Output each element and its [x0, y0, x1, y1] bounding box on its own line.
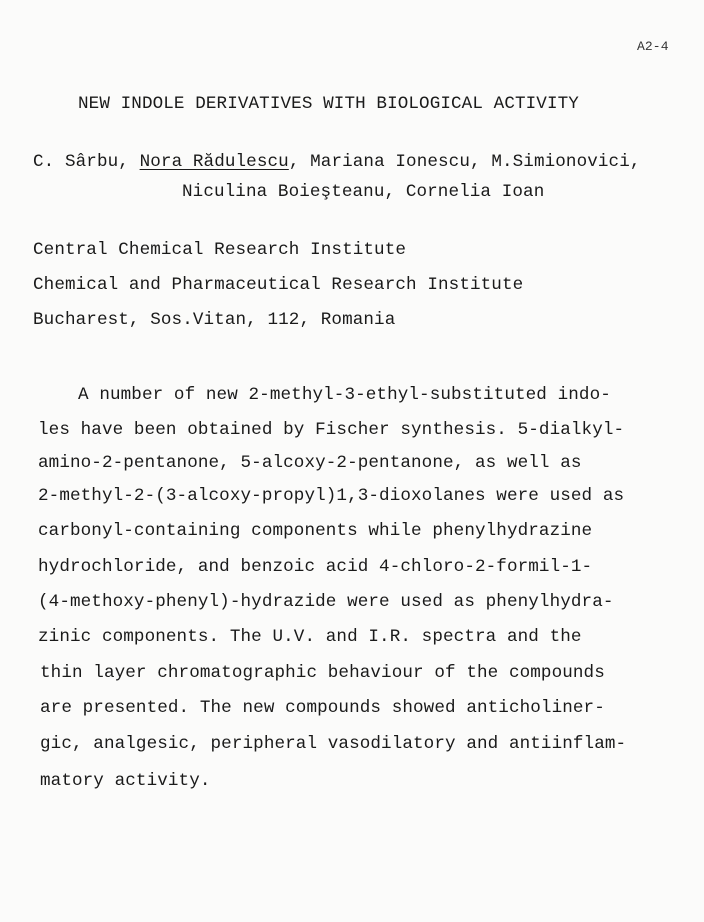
- abstract-line: matory activity.: [40, 771, 211, 791]
- document-title: NEW INDOLE DERIVATIVES WITH BIOLOGICAL ACTIVITY: [78, 94, 579, 114]
- authors-line-1: [33, 151, 641, 173]
- author-text: , Mariana Ionescu, M.Simionovici,: [288, 152, 641, 172]
- page-identifier: A2-4: [637, 39, 669, 54]
- authors-line-2: Niculina Boieşteanu, Cornelia Ioan: [182, 182, 545, 202]
- abstract-line: are presented. The new compounds showed anticholiner-: [40, 698, 605, 718]
- abstract-line: 2-methyl-2-(3-alcoxy-propyl)1,3-dioxolanes were used as: [38, 486, 625, 506]
- abstract-line: zinic components. The U.V. and I.R. spectra and the: [38, 627, 582, 647]
- abstract-line: amino-2-pentanone, 5-alcoxy-2-pentanone, as well as: [38, 453, 582, 473]
- abstract-line: gic, analgesic, peripheral vasodilatory and antiinflam-: [40, 734, 627, 754]
- presenting-author: Nora Rădulescu: [139, 152, 289, 172]
- abstract-line: les have been obtained by Fischer synthesis. 5-dialkyl-: [38, 420, 625, 440]
- abstract-line: A number of new 2-methyl-3-ethyl-substituted indo-: [78, 385, 611, 405]
- abstract-line: carbonyl-containing components while phenylhydrazine: [38, 521, 593, 541]
- abstract-line: thin layer chromatographic behaviour of the compounds: [40, 663, 605, 683]
- abstract-line: (4-methoxy-phenyl)-hydrazide were used as phenylhydra-: [38, 592, 614, 612]
- affiliation-1: Central Chemical Research Institute: [33, 240, 407, 260]
- abstract-line: hydrochloride, and benzoic acid 4-chloro-2-formil-1-: [38, 557, 593, 577]
- author-text: C. Sârbu,: [33, 152, 140, 172]
- affiliation-2: Chemical and Pharmaceutical Research Institute: [33, 275, 524, 295]
- affiliation-address: Bucharest, Sos.Vitan, 112, Romania: [33, 310, 396, 330]
